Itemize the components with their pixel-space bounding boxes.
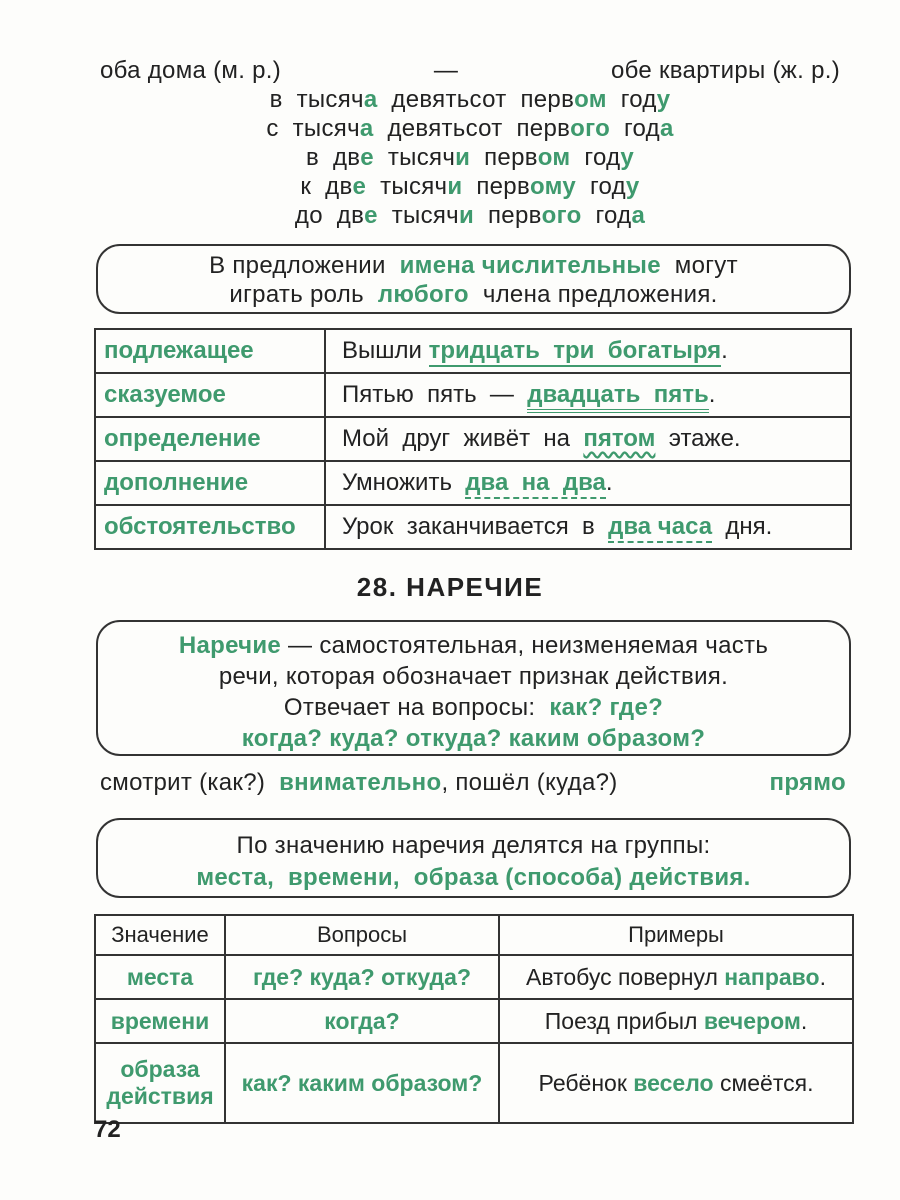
declension-line: в тысяча девятьсот первом году [269, 86, 671, 113]
header-examples: Примеры [499, 915, 853, 955]
adverb-example: Ребёнок весело смеётся. [499, 1043, 853, 1123]
member-example: Мой друг живёт на пятом этаже. [325, 417, 851, 461]
member-role: подлежащее [95, 329, 325, 373]
member-role: дополнение [95, 461, 325, 505]
example-line-1 [100, 56, 840, 85]
adverb-meaning: образа действия [95, 1043, 225, 1123]
rule-box-adverb-definition: Наречие — самостоятельная, неизменяемая часть речи, которая обозначает признак действия. Отвечает на вопросы: как? где? когда? куда? откуда? каким образом? [96, 620, 851, 756]
adverb-example: смотрит (как?) внимательно, пошёл (куда?) прямо [100, 769, 846, 796]
example-right: обе квартиры (ж. р.) [610, 57, 840, 84]
example-dash: — [433, 57, 459, 84]
table-row [95, 329, 851, 373]
adverb-example: Автобус повернул направо. [499, 955, 853, 999]
adverb-groups-table [94, 914, 854, 1124]
header-meaning: Значение [95, 915, 225, 955]
rule-line: В предложении имена числительные могут [209, 252, 738, 279]
declension-line: с тысяча девятьсот первого года [266, 115, 674, 142]
member-role: обстоятельство [95, 505, 325, 549]
table-header-row [95, 915, 853, 955]
rule-box-numerals [96, 244, 851, 314]
header-questions: Вопросы [225, 915, 499, 955]
table-row [95, 1043, 853, 1123]
table-row [95, 461, 851, 505]
rule-box-adverb-groups: По значению наречия делятся на группы: места, времени, образа (способа) действия. [96, 818, 851, 898]
member-role: определение [95, 417, 325, 461]
declension-lines [100, 85, 840, 230]
adverb-example: Поезд прибыл вечером. [499, 999, 853, 1043]
adverb-questions: когда? [225, 999, 499, 1043]
table-row [95, 373, 851, 417]
rule-line: играть роль любого члена предложения. [229, 281, 718, 308]
example-left: оба дома (м. р.) [100, 57, 282, 84]
table-row [95, 505, 851, 549]
table-row [95, 417, 851, 461]
declension-line: в две тысячи первом году [305, 144, 635, 171]
table-row [95, 955, 853, 999]
member-example: Умножить два на два. [325, 461, 851, 505]
term-adverb: Наречие [178, 632, 282, 659]
declension-line: до две тысячи первого года [294, 202, 646, 229]
numeral-examples [100, 56, 840, 230]
table-row [95, 999, 853, 1043]
section-title: 28. НАРЕЧИЕ [356, 572, 544, 602]
declension-line: к две тысячи первому году [300, 173, 640, 200]
page-number: 72 [94, 1116, 121, 1143]
member-example: Урок заканчивается в два часа дня. [325, 505, 851, 549]
member-example: Пятью пять — двадцать пять. [325, 373, 851, 417]
member-role: сказуемое [95, 373, 325, 417]
adverb-questions: где? куда? откуда? [225, 955, 499, 999]
member-example: Вышли тридцать три богатыря. [325, 329, 851, 373]
sentence-members-table [94, 328, 852, 550]
adverb-meaning: места [95, 955, 225, 999]
adverb-questions: как? каким образом? [225, 1043, 499, 1123]
adverb-meaning: времени [95, 999, 225, 1043]
